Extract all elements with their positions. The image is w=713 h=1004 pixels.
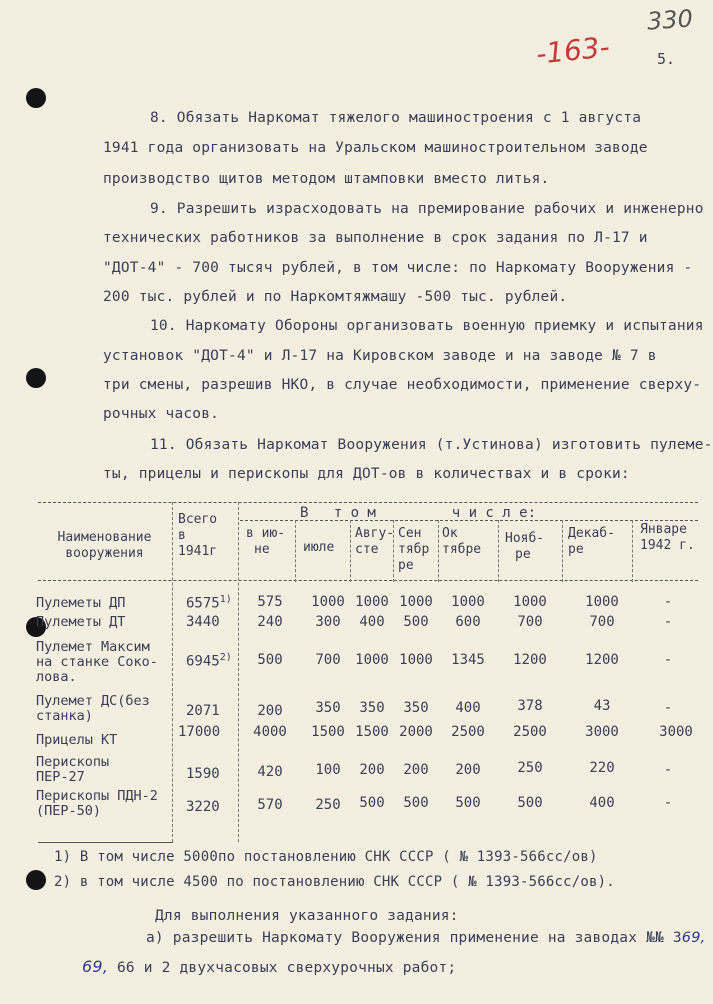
table-cell: 1000 — [585, 594, 619, 610]
table-cell: 350 — [359, 700, 385, 716]
table-cell-total: 3220 — [186, 799, 220, 815]
table-cell: 350 — [403, 700, 429, 716]
column-divider — [295, 520, 296, 582]
handwritten-insert: 69, — [681, 930, 706, 946]
table-cell: - — [663, 762, 673, 778]
table-cell: 200 — [359, 762, 385, 778]
table-cell: 378 — [517, 698, 543, 714]
table-cell: 500 — [257, 652, 283, 668]
table-cell: 500 — [403, 614, 429, 630]
header-group: В т о м ч и с л е: — [300, 505, 537, 521]
table-cell: 1000 — [355, 652, 389, 668]
table-cell: 570 — [257, 797, 283, 813]
table-cell: 2500 — [513, 724, 547, 740]
punch-hole — [26, 870, 46, 890]
table-cell: 400 — [589, 795, 615, 811]
table-row-name: Пулеметы ДП — [36, 595, 126, 611]
footnote-1: 1) В том числе 5000по постановлению СНК СССР ( № 1393-566сс/ов) — [54, 849, 598, 865]
column-divider — [238, 502, 239, 842]
footnote-rule — [38, 842, 173, 843]
footnote-mark: 1) — [219, 594, 232, 605]
header-november: Нояб- ре — [505, 531, 545, 562]
column-divider — [498, 520, 499, 582]
table-cell: 1500 — [311, 724, 345, 740]
table-row-name: Перископы ПДН-2 (ПЕР-50) — [36, 788, 158, 819]
table-cell-total: 3440 — [186, 614, 220, 630]
table-cell: - — [663, 795, 673, 811]
table-cell: 250 — [517, 760, 543, 776]
table-cell-total: 6945$^{2)}$ — [186, 652, 232, 670]
table-cell: 200 — [403, 762, 429, 778]
table-cell: 3000 — [585, 724, 619, 740]
paragraph-10-line: три смены, разрешив НКО, в случае необходимости, применение сверху- — [103, 377, 702, 393]
closing-intro: Для выполнения указанного задания: — [155, 908, 459, 924]
table-cell: 700 — [315, 652, 341, 668]
table-cell: 400 — [359, 614, 385, 630]
table-header-rule — [38, 580, 698, 581]
table-cell: 200 — [455, 762, 481, 778]
paragraph-8-line: 1941 года организовать на Уральском машиностроительном заводе — [103, 140, 648, 156]
header-august: Авгу- сте — [355, 526, 395, 557]
table-cell: 3000 — [659, 724, 693, 740]
header-january: Январе 1942 г. — [640, 522, 695, 553]
paragraph-9-line: 200 тыс. рублей и по Наркомтяжмашу -500 тыс. рублей. — [103, 289, 568, 305]
table-cell-total: 6575$^{1)}$ — [186, 594, 232, 612]
table-cell: 2500 — [451, 724, 485, 740]
table-cell: 250 — [315, 797, 341, 813]
table-cell: 220 — [589, 760, 615, 776]
paragraph-11-line: ты, прицелы и перископы для ДОТ-ов в количествах и в сроки: — [103, 466, 630, 482]
table-cell-total: 17000 — [178, 724, 221, 740]
table-cell: 575 — [257, 594, 283, 610]
table-row-name: Прицелы КТ — [36, 732, 118, 748]
closing-last-line: 69, 66 и 2 двухчасовых сверхурочных работ; — [82, 957, 457, 976]
header-july: июле — [303, 540, 335, 555]
header-name: Наименование вооружения — [57, 530, 152, 561]
table-cell: 2000 — [399, 724, 433, 740]
table-cell: 100 — [315, 762, 341, 778]
archive-number: 330 — [646, 4, 694, 36]
table-cell: 500 — [455, 795, 481, 811]
header-december: Декаб- ре — [568, 526, 615, 557]
paragraph-9-line: технических работников за выполнение в срок задания по Л-17 и — [103, 230, 648, 246]
table-row-name: Перископы ПЕР-27 — [36, 754, 110, 785]
table-cell: 1000 — [311, 594, 345, 610]
folio-number: -163- — [534, 30, 612, 71]
table-cell: 350 — [315, 700, 341, 716]
table-cell: 500 — [359, 795, 385, 811]
footnote-mark: 2) — [219, 652, 232, 663]
table-cell-total: 2071 — [186, 703, 220, 719]
column-divider — [562, 520, 563, 582]
table-cell: 1000 — [399, 594, 433, 610]
table-cell: 700 — [517, 614, 543, 630]
header-june: в ию- не — [246, 526, 286, 557]
table-cell: 200 — [257, 703, 283, 719]
table-cell: 4000 — [253, 724, 287, 740]
table-cell: 1000 — [355, 594, 389, 610]
table-cell-total: 1590 — [186, 766, 220, 782]
table-row-name: Пулеметы ДТ — [36, 614, 126, 630]
table-row-name: Пулемет Максим на станке Соко- лова. — [36, 639, 158, 685]
footnote-2: 2) в том числе 4500 по постановлению СНК СССР ( № 1393-566сс/ов). — [54, 874, 615, 890]
column-divider — [172, 502, 173, 842]
table-cell: 700 — [589, 614, 615, 630]
table-cell: - — [663, 652, 673, 668]
column-divider — [438, 520, 439, 582]
column-divider — [350, 520, 351, 582]
paragraph-11-line: 11. Обязать Наркомат Вооружения (т.Устинова) изготовить пулеме- — [150, 437, 713, 453]
table-cell: 1345 — [451, 652, 485, 668]
paragraph-9-line: "ДОТ-4" - 700 тысяч рублей, в том числе: по Наркомату Вооружения - — [103, 260, 693, 276]
table-cell: 600 — [455, 614, 481, 630]
table-cell: 500 — [517, 795, 543, 811]
column-divider — [632, 520, 633, 582]
paragraph-8-line: производство щитов методом штамповки вместо литья. — [103, 171, 550, 187]
table-cell: 300 — [315, 614, 341, 630]
table-cell: 1000 — [513, 594, 547, 610]
handwritten-insert: 69, — [82, 957, 109, 976]
header-october: Ок тябре — [442, 526, 482, 557]
table-cell: 43 — [593, 698, 611, 714]
table-cell: 1200 — [585, 652, 619, 668]
table-cell: 420 — [257, 764, 283, 780]
paragraph-10-line: рочных часов. — [103, 406, 220, 422]
table-cell: 400 — [455, 700, 481, 716]
table-top-rule — [38, 502, 698, 503]
table-cell: 1000 — [451, 594, 485, 610]
punch-hole — [26, 88, 46, 108]
header-september: Сен тябр ре — [398, 526, 430, 573]
table-cell: - — [663, 700, 673, 716]
paragraph-10-line: 10. Наркомату Обороны организовать военную приемку и испытания — [150, 318, 704, 334]
table-cell: 1200 — [513, 652, 547, 668]
table-cell: 1000 — [399, 652, 433, 668]
punch-hole — [26, 368, 46, 388]
paragraph-9-line: 9. Разрешить израсходовать на премирование рабочих и инженерно — [150, 201, 704, 217]
paragraph-8-line: 8. Обязать Наркомат тяжелого машиностроения с 1 августа — [150, 110, 642, 126]
paragraph-10-line: установок "ДОТ-4" и Л-17 на Кировском заводе и на заводе № 7 в — [103, 348, 657, 364]
table-cell: - — [663, 594, 673, 610]
page-number: 5. — [657, 50, 676, 68]
table-cell: 500 — [403, 795, 429, 811]
table-row-name: Пулемет ДС(без станка) — [36, 693, 150, 724]
table-cell: - — [663, 614, 673, 630]
table-cell: 1500 — [355, 724, 389, 740]
table-cell: 240 — [257, 614, 283, 630]
closing-item-a: а) разрешить Наркомату Вооружения применение на заводах №№ 369, — [146, 930, 706, 946]
header-total: Всего в 1941г — [178, 512, 218, 559]
